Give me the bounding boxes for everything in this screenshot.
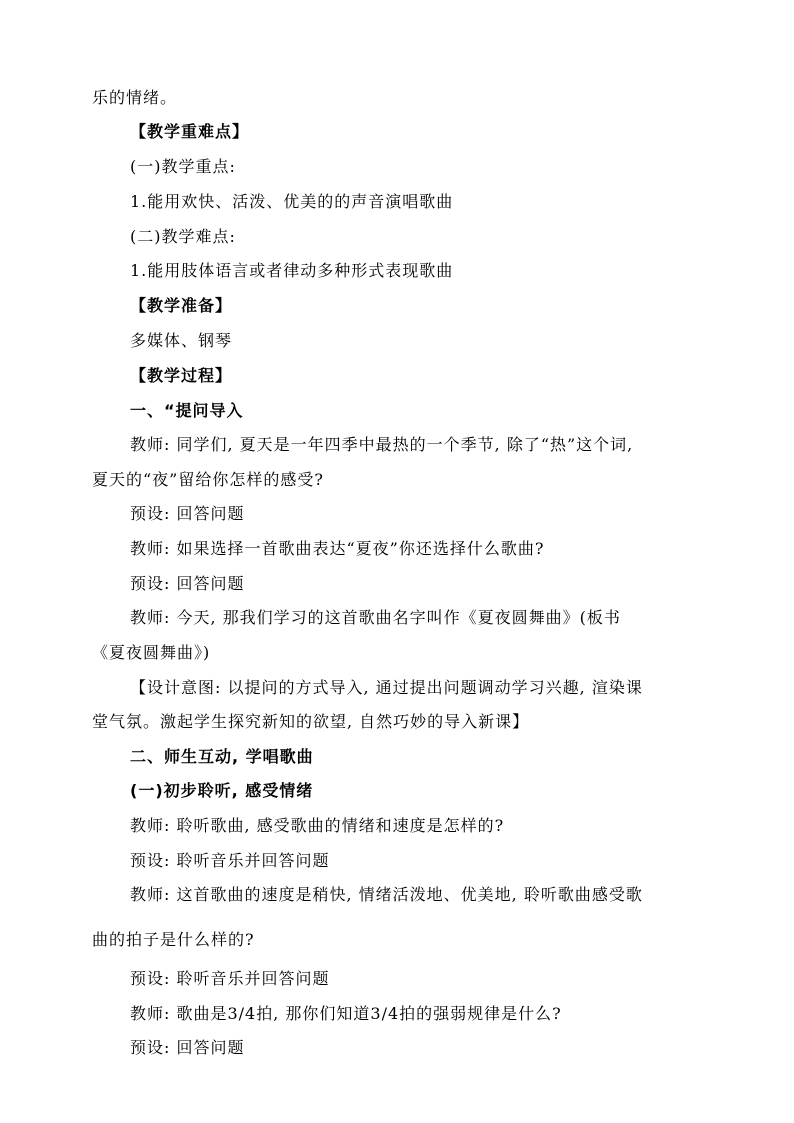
section-heading-process: 【教学过程】 (130, 366, 233, 385)
key-focus-item-1: 1.能用欢快、活泼、优美的的声音演唱歌曲 (130, 192, 454, 211)
section-heading-key-points: 【教学重难点】 (130, 122, 250, 141)
design-intent-line-2: 堂气氛。激起学生探究新知的欲望, 自然巧妙的导入新课】 (92, 712, 530, 731)
teacher-line-6: 教师: 歌曲是3/4拍, 那你们知道3/4拍的强弱规律是什么? (130, 1004, 562, 1023)
teacher-line-5-continued: 曲的拍子是什么样的? (92, 930, 255, 949)
step-heading-intro: 一、“提问导入 (130, 401, 244, 420)
teacher-line-2: 教师: 如果选择一首歌曲表达“夏夜”你还选择什么歌曲? (130, 539, 545, 558)
step-heading-interaction: 二、师生互动, 学唱歌曲 (130, 747, 314, 766)
subheading-key-focus: (一)教学重点: (130, 157, 236, 176)
subheading-difficulty: (二)教学难点: (130, 227, 236, 246)
teacher-line-5: 教师: 这首歌曲的速度是稍快, 情绪活泼地、优美地, 聆听歌曲感受歌 (130, 885, 643, 904)
teacher-line-4: 教师: 聆听歌曲, 感受歌曲的情绪和速度是怎样的? (130, 816, 505, 835)
preset-line-2: 预设: 回答问题 (130, 574, 245, 593)
teacher-line-3-continued: 《夏夜圆舞曲》) (92, 643, 211, 662)
design-intent-line-1: 【设计意图: 以提问的方式导入, 通过提出问题调动学习兴趣, 渲染课 (130, 678, 643, 697)
preparation-text: 多媒体、钢琴 (130, 331, 233, 350)
teacher-line-1: 教师: 同学们, 夏天是一年四季中最热的一个季节, 除了“热”这个词, (130, 435, 634, 454)
preset-line-5: 预设: 回答问题 (130, 1038, 245, 1057)
subheading-initial-listening: (一)初步聆听, 感受情绪 (130, 781, 314, 800)
paragraph-continuation: 乐的情绪。 (92, 88, 178, 107)
difficulty-item-1: 1.能用肢体语言或者律动多种形式表现歌曲 (130, 261, 454, 280)
teacher-line-3: 教师: 今天, 那我们学习的这首歌曲名字叫作《夏夜圆舞曲》(板书 (130, 608, 621, 627)
preset-line-3: 预设: 聆听音乐并回答问题 (130, 851, 330, 870)
preset-line-4: 预设: 聆听音乐并回答问题 (130, 969, 330, 988)
teacher-line-1-continued: 夏天的“夜”留给你怎样的感受? (92, 470, 324, 489)
section-heading-preparation: 【教学准备】 (130, 296, 233, 315)
preset-line-1: 预设: 回答问题 (130, 504, 245, 523)
